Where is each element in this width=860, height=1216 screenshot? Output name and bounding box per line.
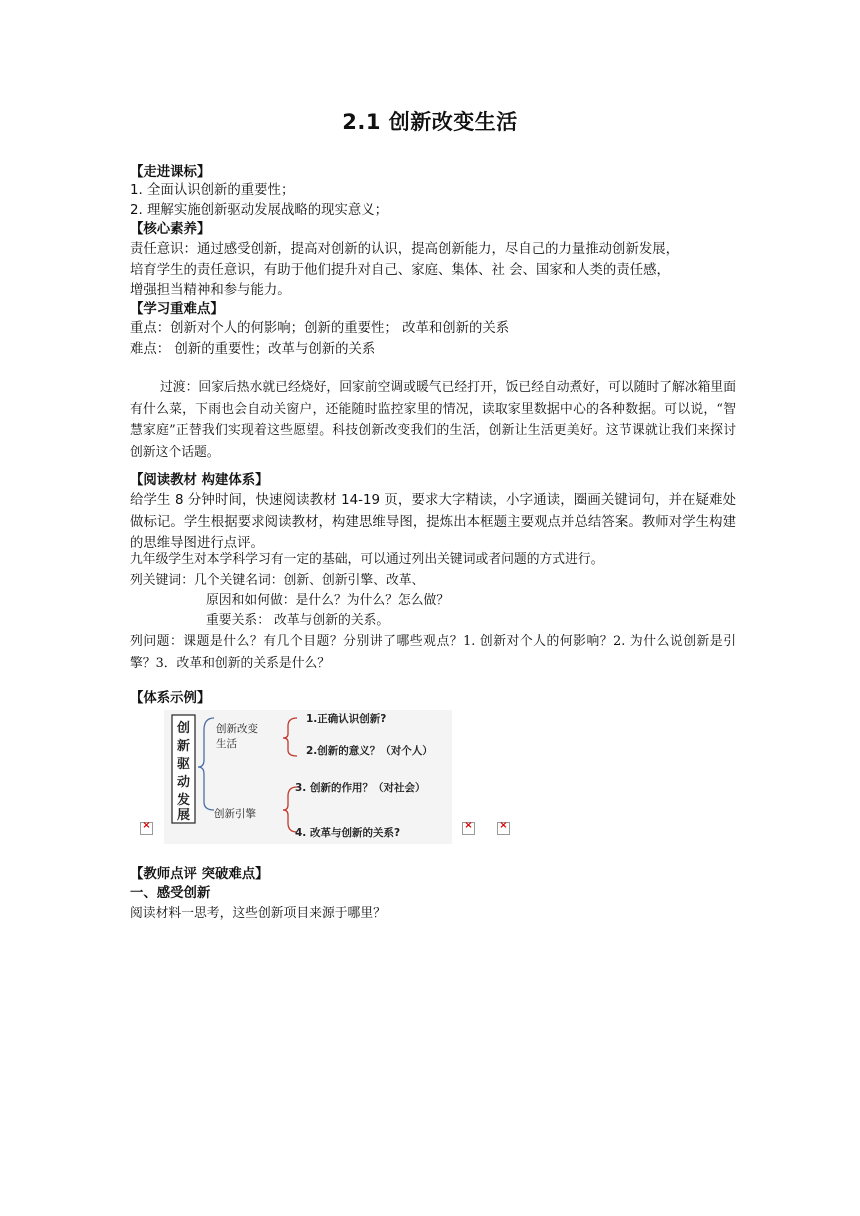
branch-2-label: 创新引擎: [214, 808, 256, 820]
difficulty-line: 难点： 创新的重要性；改革与创新的关系: [130, 342, 376, 357]
root-char-3: 驱: [176, 757, 191, 772]
branch-1-brace: [283, 718, 297, 756]
broken-image-icon: ×: [497, 822, 510, 835]
literacy-heading: 【核心素养】: [130, 222, 211, 237]
reading-paragraph-1: 给学生 8 分钟时间，快速阅读教材 14-19 页，要求大字精读，小字通读，圈画关键词句，并在疑难处做标记。学生根据要求阅读教材，构建思维导图，提炼出本框题主要观点并总结答案。教师对学生构建的思维导图进行点评。: [130, 493, 736, 551]
page-title: 2.1 创新改变生活: [342, 110, 518, 134]
system-heading: 【体系示例】: [130, 691, 211, 706]
keyword-line-2: 原因和如何做：是什么？为什么？怎么做？: [206, 593, 450, 608]
standards-heading: 【走进课标】: [130, 165, 211, 180]
literacy-line-2: 培育学生的责任意识，有助于他们提升对自己、家庭、集体、社 会、国家和人类的责任感，: [130, 263, 670, 278]
broken-image-icon: ×: [140, 822, 153, 835]
leaf-1: 1.正确认识创新?: [306, 713, 387, 725]
root-char-2: 新: [176, 739, 191, 754]
root-char-6: 展: [176, 808, 191, 823]
leaf-3: 3. 创新的作用？（对社会）: [295, 782, 426, 794]
root-char-5: 发: [176, 793, 191, 808]
mind-map-diagram: [164, 710, 452, 844]
branch-1-line-2: 生活: [216, 738, 237, 750]
root-char-4: 动: [176, 775, 191, 790]
transition-paragraph: 过渡：回家后热水就已经烧好，回家前空调或暖气已经打开，饭已经自动煮好，可以随时了解冰箱里面有什么菜，下雨也会自动关窗户，还能随时监控家里的情况，读取家里数据中心的各种数据。可以说，“智慧家庭”正替我们实现着这些愿望。科技创新改变我们的生活，创新让生活更美好。这节课就让我们来探讨创新这个话题。: [130, 380, 736, 460]
reading-paragraph-2: 九年级学生对本学科学习有一定的基础，可以通过列出关键词或者问题的方式进行。: [130, 552, 604, 567]
leaf-2: 2.创新的意义？（对个人）: [306, 745, 433, 757]
focus-line: 重点：创新对个人的何影响；创新的重要性； 改革和创新的关系: [130, 321, 510, 336]
literacy-line-1: 责任意识：通过感受创新，提高对创新的认识，提高创新能力，尽自己的力量推动创新发展，: [130, 242, 680, 257]
keyword-line-1: 列关键词：几个关键名词：创新、创新引擎、改革、: [130, 573, 425, 588]
teacher-subheading: 一、感受创新: [130, 886, 211, 901]
teacher-heading: 【教师点评 突破难点】: [130, 867, 269, 882]
key-points-heading: 【学习重难点】: [130, 302, 224, 317]
literacy-line-3: 增强担当精神和参与能力。: [130, 283, 291, 298]
broken-image-icon: ×: [462, 822, 475, 835]
leaf-4: 4. 改革与创新的关系?: [295, 827, 401, 839]
teacher-line: 阅读材料一思考，这些创新项目来源于哪里？: [130, 906, 386, 921]
branch-1-line-1: 创新改变: [216, 723, 258, 735]
standards-item-2: 2. 理解实施创新驱动发展战略的现实意义；: [130, 203, 389, 218]
root-char-1: 创: [176, 721, 191, 736]
root-brace: [198, 718, 214, 810]
reading-heading: 【阅读教材 构建体系】: [130, 473, 269, 488]
standards-item-1: 1. 全面认识创新的重要性；: [130, 183, 295, 198]
keyword-line-3: 重要关系： 改革与创新的关系。: [206, 613, 390, 628]
questions-paragraph: 列问题：课题是什么？有几个目题？分别讲了哪些观点？1. 创新对个人的何影响？2. 为什么说创新是引擎？3．改革和创新的关系是什么？: [130, 634, 736, 671]
